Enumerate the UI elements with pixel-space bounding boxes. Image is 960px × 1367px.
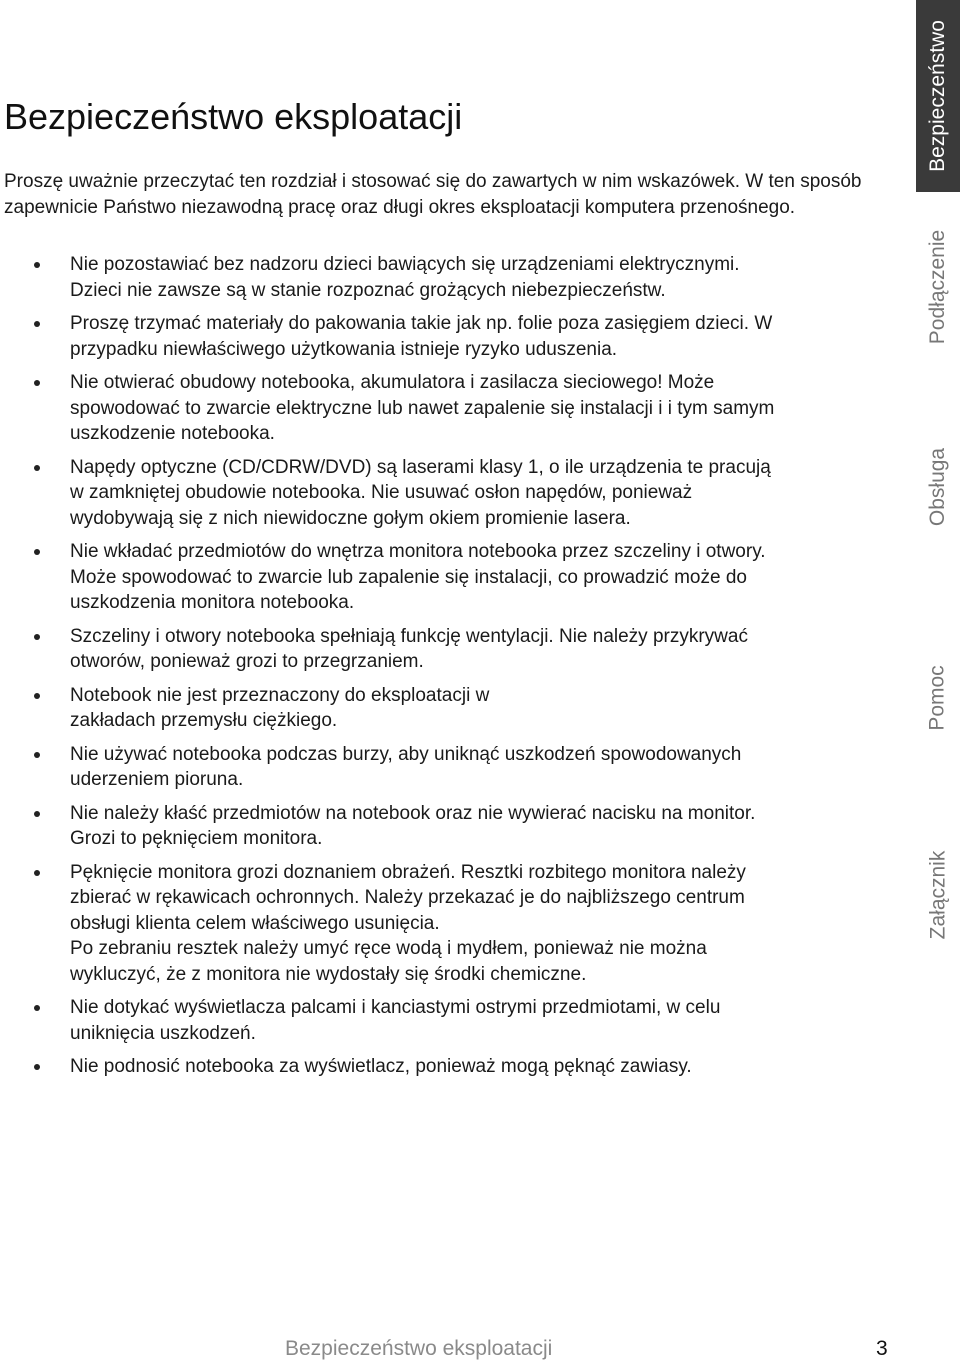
list-item [0, 455, 900, 532]
list-item [0, 252, 900, 303]
safety-list [0, 252, 900, 1088]
bullet-icon [34, 752, 40, 758]
item-line: Notebook nie jest przeznaczony do eksploatacji w [70, 684, 490, 706]
bullet-icon [34, 870, 40, 876]
tab-label: Podłączenie [926, 229, 950, 345]
page-number: 3 [876, 1337, 888, 1360]
item-line: Grozi to pęknięciem monitora. [70, 828, 323, 849]
item-line: Szczeliny i otwory notebooka spełniają funkcję wentylacji. Nie należy przykrywać [70, 625, 748, 647]
tab-pomoc[interactable] [916, 628, 960, 768]
tab-label: Załącznik [926, 850, 950, 940]
bullet-icon [34, 465, 40, 471]
list-item [0, 683, 900, 734]
item-line: spowodować to zwarcie elektryczne lub nawet zapalenie się instalacji i i tym samym [70, 397, 775, 419]
item-line: uszkodzenie notebooka. [70, 423, 275, 444]
item-line: zakładach przemysłu ciężkiego. [70, 710, 338, 731]
item-line: przypadku niewłaściwego użytkowania istnieje ryzyko uduszenia. [70, 338, 618, 360]
side-tab-bar [916, 0, 960, 1367]
item-line: Napędy optyczne (CD/CDRW/DVD) są laserami klasy 1, o ile urządzenia te pracują [70, 456, 771, 478]
list-item [0, 742, 900, 793]
tab-label: Bezpieczeństwo [926, 20, 949, 172]
list-item [0, 860, 900, 988]
bullet-icon [34, 262, 40, 268]
bullet-icon [34, 634, 40, 640]
tab-label: Obsługa [926, 447, 949, 527]
tab-bezpieczenstwo[interactable] [916, 0, 960, 192]
item-line: Nie pozostawiać bez nadzoru dzieci bawiących się urządzeniami elektrycznymi. [70, 254, 740, 275]
tab-label: Pomoc [926, 665, 950, 731]
bullet-icon [34, 549, 40, 555]
list-item [0, 995, 900, 1046]
tab-obsluga[interactable] [916, 412, 960, 562]
item-line: wydobywają się z nich niewidoczne gołym okiem promienie lasera. [70, 507, 631, 529]
bullet-icon [34, 693, 40, 699]
item-line: uszkodzenia monitora notebooka. [70, 592, 355, 613]
item-line: Nie należy kłaść przedmiotów na notebook oraz nie wywierać nacisku na monitor. [70, 802, 756, 824]
item-line: Może spowodować to zwarcie lub zapalenie się instalacji, co prowadzić może do [70, 566, 747, 588]
page-title: Bezpieczeństwo eksploatacji [4, 96, 463, 137]
list-item [0, 370, 900, 447]
tab-zalacznik[interactable] [916, 830, 960, 960]
intro-paragraph: Proszę uważnie przeczytać ten rozdział i stosować się do zawartych w nim wskazówek. W ten sposób zapewnicie Państwo niezawodną pracę oraz długi okres eksploatacji komputera przenośnego. [4, 171, 862, 218]
item-line: wykluczyć, że z monitora nie wydostały się środki chemiczne. [70, 963, 587, 985]
item-line: Po zebraniu resztek należy umyć ręce wodą i mydłem, ponieważ nie można [70, 938, 707, 959]
item-line: uderzeniem pioruna. [70, 769, 244, 790]
item-line: Dzieci nie zawsze są w stanie rozpoznać grożących niebezpieczeństw. [70, 279, 666, 301]
item-line: Proszę trzymać materiały do pakowania takie jak np. folie poza zasięgiem dzieci. W [70, 313, 773, 334]
item-line: Nie otwierać obudowy notebooka, akumulatora i zasilacza sieciowego! Może [70, 372, 715, 393]
item-line: Nie wkładać przedmiotów do wnętrza monitora notebooka przez szczeliny i otwory. [70, 541, 766, 562]
list-item [0, 624, 900, 675]
bullet-icon [34, 811, 40, 817]
item-line: Nie używać notebooka podczas burzy, aby uniknąć uszkodzeń spowodowanych [70, 743, 742, 765]
item-line: Nie dotykać wyświetlacza palcami i kanciastymi ostrymi przedmiotami, w celu [70, 997, 721, 1018]
item-line: zbierać w rękawicach ochronnych. Należy przekazać je do najbliższego centrum [70, 887, 745, 908]
bullet-icon [34, 380, 40, 386]
tab-podlaczenie[interactable] [916, 192, 960, 382]
list-item [0, 1054, 900, 1080]
list-item [0, 539, 900, 616]
item-line: Pęknięcie monitora grozi doznaniem obrażeń. Resztki rozbitego monitora należy [70, 861, 746, 883]
footer-section-title: Bezpieczeństwo eksploatacji [285, 1337, 553, 1360]
item-line: obsługi klienta celem właściwego usunięcia. [70, 912, 440, 934]
bullet-icon [34, 321, 40, 327]
list-item [0, 311, 900, 362]
item-line: uniknięcia uszkodzeń. [70, 1022, 256, 1044]
bullet-icon [34, 1005, 40, 1011]
list-item [0, 801, 900, 852]
bullet-icon [34, 1064, 40, 1070]
item-line: Nie podnosić notebooka za wyświetlacz, ponieważ mogą pęknąć zawiasy. [70, 1056, 692, 1077]
item-line: w zamkniętej obudowie notebooka. Nie usuwać osłon napędów, ponieważ [70, 482, 693, 503]
item-line: otworów, ponieważ grozi to przegrzaniem. [70, 651, 424, 672]
